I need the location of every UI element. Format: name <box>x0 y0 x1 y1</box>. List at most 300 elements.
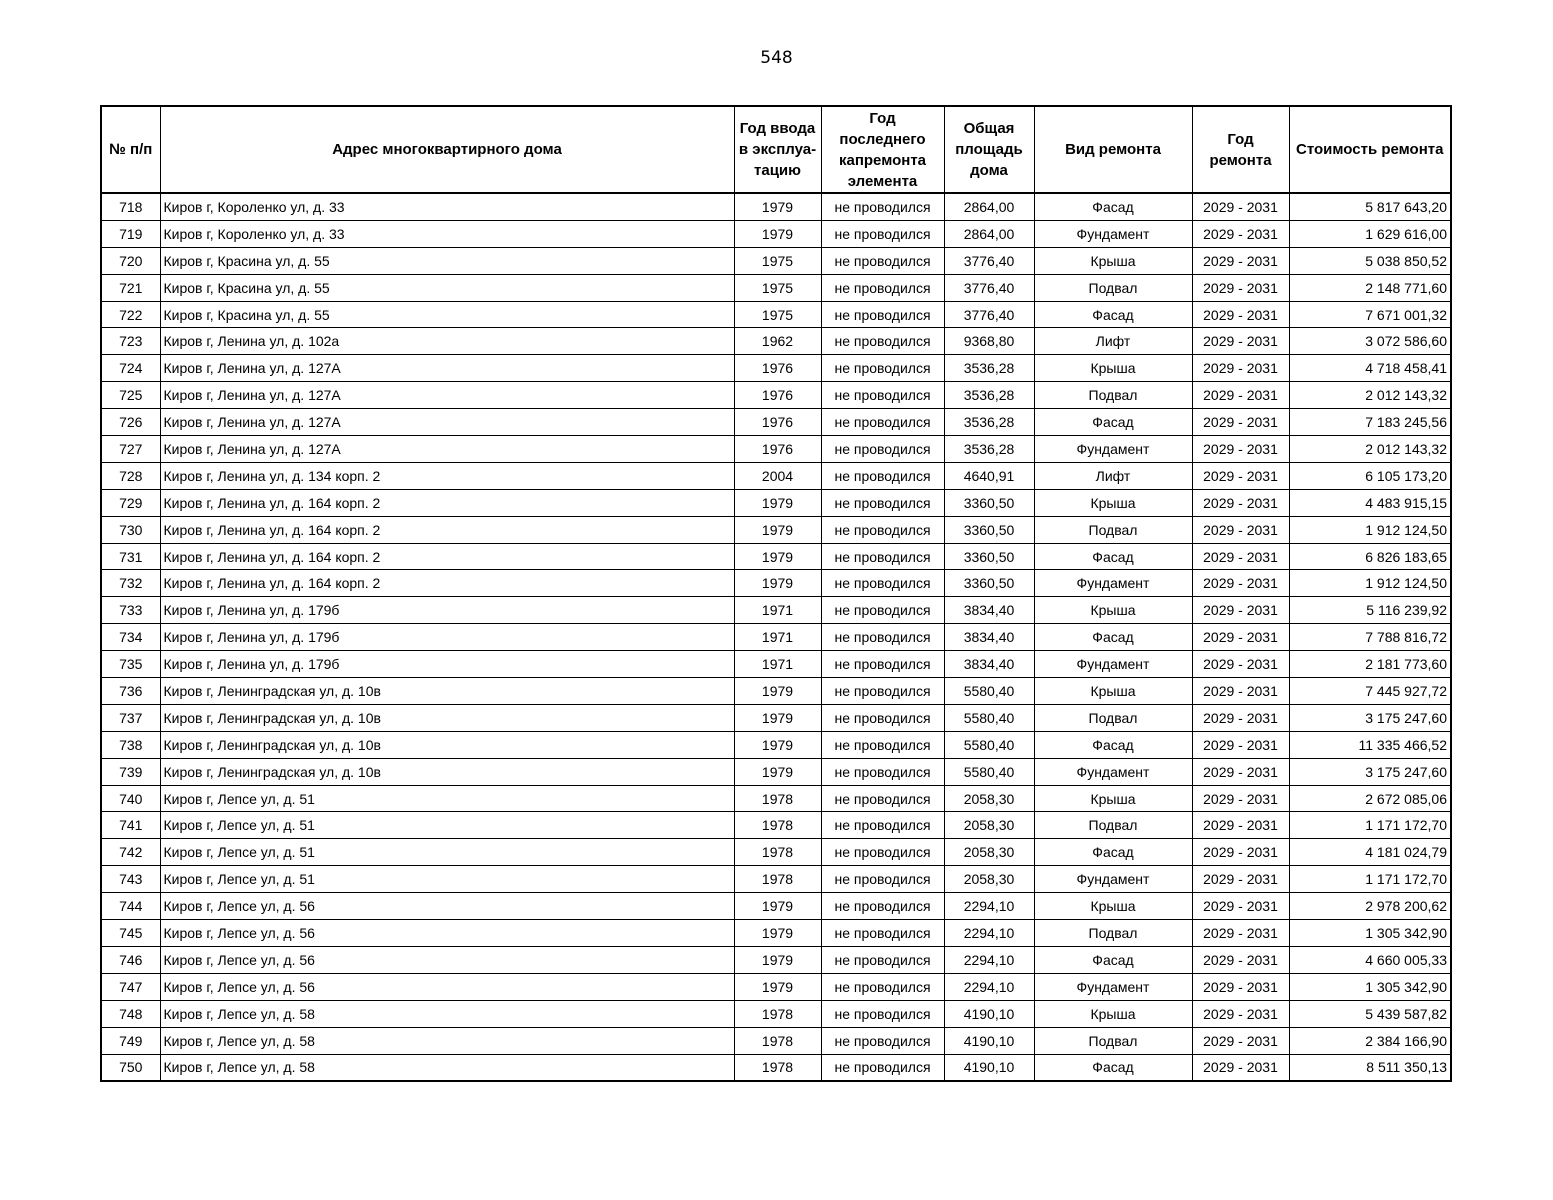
row-address: Киров г, Лепсе ул, д. 56 <box>160 946 734 973</box>
row-year-built: 1971 <box>734 651 821 678</box>
row-year-built: 1979 <box>734 704 821 731</box>
row-number: 745 <box>101 920 160 947</box>
row-area: 3360,50 <box>944 516 1034 543</box>
row-year-built: 1979 <box>734 678 821 705</box>
row-repair-type: Фундамент <box>1034 570 1192 597</box>
row-cost: 2 181 773,60 <box>1289 651 1451 678</box>
row-year-built: 1978 <box>734 839 821 866</box>
row-cost: 1 171 172,70 <box>1289 812 1451 839</box>
row-number: 734 <box>101 624 160 651</box>
row-repair-year: 2029 - 2031 <box>1192 1027 1289 1054</box>
table-row <box>101 409 1451 436</box>
table-row <box>101 436 1451 463</box>
row-last-repair: не проводился <box>821 866 944 893</box>
row-address: Киров г, Ленина ул, д. 164 корп. 2 <box>160 489 734 516</box>
row-number: 718 <box>101 193 160 220</box>
row-year-built: 1978 <box>734 866 821 893</box>
table-row <box>101 597 1451 624</box>
row-year-built: 1975 <box>734 274 821 301</box>
row-repair-type: Крыша <box>1034 247 1192 274</box>
row-repair-year: 2029 - 2031 <box>1192 193 1289 220</box>
row-repair-year: 2029 - 2031 <box>1192 785 1289 812</box>
table-body <box>101 193 1451 1081</box>
row-area: 4190,10 <box>944 1054 1034 1081</box>
row-address: Киров г, Лепсе ул, д. 56 <box>160 920 734 947</box>
table-row <box>101 758 1451 785</box>
row-repair-type: Крыша <box>1034 597 1192 624</box>
row-last-repair: не проводился <box>821 1054 944 1081</box>
table-row <box>101 812 1451 839</box>
row-repair-year: 2029 - 2031 <box>1192 436 1289 463</box>
table-row <box>101 893 1451 920</box>
row-area: 9368,80 <box>944 328 1034 355</box>
row-repair-type: Крыша <box>1034 785 1192 812</box>
table-row <box>101 1027 1451 1054</box>
row-number: 750 <box>101 1054 160 1081</box>
row-repair-type: Лифт <box>1034 328 1192 355</box>
row-area: 3834,40 <box>944 624 1034 651</box>
row-area: 4190,10 <box>944 1027 1034 1054</box>
row-number: 728 <box>101 462 160 489</box>
row-cost: 1 912 124,50 <box>1289 516 1451 543</box>
row-area: 5580,40 <box>944 731 1034 758</box>
row-number: 730 <box>101 516 160 543</box>
row-area: 2058,30 <box>944 866 1034 893</box>
row-repair-year: 2029 - 2031 <box>1192 274 1289 301</box>
row-last-repair: не проводился <box>821 328 944 355</box>
row-year-built: 1976 <box>734 355 821 382</box>
row-year-built: 1975 <box>734 301 821 328</box>
row-repair-type: Фундамент <box>1034 220 1192 247</box>
header-area: Общая площадь дома <box>944 106 1034 193</box>
row-last-repair: не проводился <box>821 516 944 543</box>
row-repair-year: 2029 - 2031 <box>1192 704 1289 731</box>
row-last-repair: не проводился <box>821 893 944 920</box>
row-last-repair: не проводился <box>821 812 944 839</box>
row-repair-year: 2029 - 2031 <box>1192 624 1289 651</box>
row-cost: 5 116 239,92 <box>1289 597 1451 624</box>
row-address: Киров г, Короленко ул, д. 33 <box>160 220 734 247</box>
row-repair-type: Подвал <box>1034 516 1192 543</box>
row-cost: 2 672 085,06 <box>1289 785 1451 812</box>
row-number: 726 <box>101 409 160 436</box>
row-repair-year: 2029 - 2031 <box>1192 382 1289 409</box>
table-row <box>101 920 1451 947</box>
row-last-repair: не проводился <box>821 382 944 409</box>
header-year-built: Год ввода в эксплуа-тацию <box>734 106 821 193</box>
row-number: 719 <box>101 220 160 247</box>
row-address: Киров г, Ленина ул, д. 179б <box>160 597 734 624</box>
row-year-built: 1979 <box>734 220 821 247</box>
row-last-repair: не проводился <box>821 651 944 678</box>
row-area: 2058,30 <box>944 785 1034 812</box>
row-area: 3360,50 <box>944 570 1034 597</box>
row-year-built: 1979 <box>734 489 821 516</box>
row-cost: 4 181 024,79 <box>1289 839 1451 866</box>
row-repair-year: 2029 - 2031 <box>1192 678 1289 705</box>
table-row <box>101 489 1451 516</box>
row-year-built: 1978 <box>734 785 821 812</box>
row-address: Киров г, Ленинградская ул, д. 10в <box>160 704 734 731</box>
row-last-repair: не проводился <box>821 973 944 1000</box>
row-cost: 7 788 816,72 <box>1289 624 1451 651</box>
row-repair-year: 2029 - 2031 <box>1192 409 1289 436</box>
row-repair-type: Фундамент <box>1034 866 1192 893</box>
row-area: 2058,30 <box>944 812 1034 839</box>
row-year-built: 1979 <box>734 758 821 785</box>
row-repair-year: 2029 - 2031 <box>1192 866 1289 893</box>
row-repair-year: 2029 - 2031 <box>1192 489 1289 516</box>
row-number: 724 <box>101 355 160 382</box>
row-last-repair: не проводился <box>821 355 944 382</box>
row-repair-year: 2029 - 2031 <box>1192 893 1289 920</box>
row-repair-year: 2029 - 2031 <box>1192 1054 1289 1081</box>
row-repair-type: Фасад <box>1034 731 1192 758</box>
row-number: 746 <box>101 946 160 973</box>
row-cost: 4 660 005,33 <box>1289 946 1451 973</box>
row-area: 2294,10 <box>944 973 1034 1000</box>
row-area: 3834,40 <box>944 597 1034 624</box>
row-repair-type: Фасад <box>1034 839 1192 866</box>
row-year-built: 1962 <box>734 328 821 355</box>
row-year-built: 1979 <box>734 946 821 973</box>
row-year-built: 1978 <box>734 812 821 839</box>
row-cost: 5 817 643,20 <box>1289 193 1451 220</box>
row-repair-type: Фасад <box>1034 301 1192 328</box>
row-cost: 6 105 173,20 <box>1289 462 1451 489</box>
row-number: 736 <box>101 678 160 705</box>
row-last-repair: не проводился <box>821 193 944 220</box>
row-year-built: 1979 <box>734 570 821 597</box>
table-row <box>101 704 1451 731</box>
row-area: 5580,40 <box>944 758 1034 785</box>
row-number: 741 <box>101 812 160 839</box>
table-row <box>101 274 1451 301</box>
table-row <box>101 328 1451 355</box>
table-row <box>101 1054 1451 1081</box>
row-last-repair: не проводился <box>821 274 944 301</box>
row-repair-year: 2029 - 2031 <box>1192 1000 1289 1027</box>
row-number: 720 <box>101 247 160 274</box>
row-repair-year: 2029 - 2031 <box>1192 570 1289 597</box>
row-last-repair: не проводился <box>821 409 944 436</box>
table-row <box>101 516 1451 543</box>
row-year-built: 1971 <box>734 597 821 624</box>
row-repair-year: 2029 - 2031 <box>1192 516 1289 543</box>
row-repair-year: 2029 - 2031 <box>1192 462 1289 489</box>
row-number: 725 <box>101 382 160 409</box>
row-year-built: 1979 <box>734 893 821 920</box>
table-row <box>101 570 1451 597</box>
row-number: 735 <box>101 651 160 678</box>
table-row <box>101 462 1451 489</box>
row-year-built: 1976 <box>734 436 821 463</box>
row-address: Киров г, Лепсе ул, д. 58 <box>160 1054 734 1081</box>
row-area: 5580,40 <box>944 704 1034 731</box>
row-last-repair: не проводился <box>821 624 944 651</box>
table-row <box>101 651 1451 678</box>
row-cost: 5 038 850,52 <box>1289 247 1451 274</box>
row-repair-year: 2029 - 2031 <box>1192 920 1289 947</box>
row-address: Киров г, Ленина ул, д. 164 корп. 2 <box>160 543 734 570</box>
table-row <box>101 839 1451 866</box>
row-area: 3536,28 <box>944 355 1034 382</box>
row-year-built: 1979 <box>734 731 821 758</box>
table-row <box>101 247 1451 274</box>
row-cost: 7 445 927,72 <box>1289 678 1451 705</box>
row-address: Киров г, Лепсе ул, д. 58 <box>160 1027 734 1054</box>
row-area: 2058,30 <box>944 839 1034 866</box>
row-repair-type: Крыша <box>1034 355 1192 382</box>
row-year-built: 1978 <box>734 1054 821 1081</box>
row-last-repair: не проводился <box>821 785 944 812</box>
header-num: № п/п <box>101 106 160 193</box>
row-cost: 11 335 466,52 <box>1289 731 1451 758</box>
row-cost: 4 718 458,41 <box>1289 355 1451 382</box>
row-area: 4640,91 <box>944 462 1034 489</box>
row-address: Киров г, Ленина ул, д. 127А <box>160 355 734 382</box>
row-number: 737 <box>101 704 160 731</box>
header-cost: Стоимость ремонта <box>1289 106 1451 193</box>
row-cost: 2 012 143,32 <box>1289 436 1451 463</box>
row-last-repair: не проводился <box>821 220 944 247</box>
row-year-built: 1976 <box>734 409 821 436</box>
row-address: Киров г, Лепсе ул, д. 51 <box>160 839 734 866</box>
row-repair-type: Фасад <box>1034 193 1192 220</box>
row-address: Киров г, Лепсе ул, д. 58 <box>160 1000 734 1027</box>
row-cost: 1 629 616,00 <box>1289 220 1451 247</box>
row-area: 3776,40 <box>944 247 1034 274</box>
table-row <box>101 1000 1451 1027</box>
row-cost: 7 671 001,32 <box>1289 301 1451 328</box>
row-year-built: 1979 <box>734 543 821 570</box>
table-row <box>101 678 1451 705</box>
row-address: Киров г, Красина ул, д. 55 <box>160 301 734 328</box>
row-number: 727 <box>101 436 160 463</box>
row-cost: 1 912 124,50 <box>1289 570 1451 597</box>
header-repair-type: Вид ремонта <box>1034 106 1192 193</box>
row-cost: 1 171 172,70 <box>1289 866 1451 893</box>
row-last-repair: не проводился <box>821 462 944 489</box>
row-number: 723 <box>101 328 160 355</box>
row-area: 2294,10 <box>944 893 1034 920</box>
row-year-built: 1978 <box>734 1000 821 1027</box>
row-address: Киров г, Ленина ул, д. 179б <box>160 651 734 678</box>
table-row <box>101 301 1451 328</box>
row-area: 3536,28 <box>944 436 1034 463</box>
row-repair-type: Подвал <box>1034 812 1192 839</box>
row-last-repair: не проводился <box>821 1027 944 1054</box>
table-row <box>101 193 1451 220</box>
row-repair-type: Фасад <box>1034 946 1192 973</box>
row-area: 3776,40 <box>944 301 1034 328</box>
row-number: 732 <box>101 570 160 597</box>
row-repair-year: 2029 - 2031 <box>1192 247 1289 274</box>
row-address: Киров г, Короленко ул, д. 33 <box>160 193 734 220</box>
row-repair-type: Фундамент <box>1034 651 1192 678</box>
row-repair-year: 2029 - 2031 <box>1192 220 1289 247</box>
row-year-built: 2004 <box>734 462 821 489</box>
row-repair-type: Крыша <box>1034 678 1192 705</box>
table-row <box>101 973 1451 1000</box>
row-repair-year: 2029 - 2031 <box>1192 946 1289 973</box>
row-repair-type: Фундамент <box>1034 758 1192 785</box>
row-cost: 1 305 342,90 <box>1289 973 1451 1000</box>
row-number: 738 <box>101 731 160 758</box>
row-cost: 6 826 183,65 <box>1289 543 1451 570</box>
row-area: 2294,10 <box>944 946 1034 973</box>
row-repair-type: Подвал <box>1034 704 1192 731</box>
table-row <box>101 382 1451 409</box>
row-number: 748 <box>101 1000 160 1027</box>
row-last-repair: не проводился <box>821 1000 944 1027</box>
row-number: 739 <box>101 758 160 785</box>
table-row <box>101 624 1451 651</box>
row-address: Киров г, Красина ул, д. 55 <box>160 247 734 274</box>
row-repair-year: 2029 - 2031 <box>1192 597 1289 624</box>
table-row <box>101 543 1451 570</box>
table-row <box>101 731 1451 758</box>
row-repair-type: Лифт <box>1034 462 1192 489</box>
row-repair-type: Фасад <box>1034 409 1192 436</box>
row-address: Киров г, Лепсе ул, д. 56 <box>160 893 734 920</box>
row-number: 731 <box>101 543 160 570</box>
header-last-repair: Год последнего капремонта элемента <box>821 106 944 193</box>
row-area: 2294,10 <box>944 920 1034 947</box>
row-last-repair: не проводился <box>821 678 944 705</box>
row-repair-type: Подвал <box>1034 382 1192 409</box>
row-year-built: 1975 <box>734 247 821 274</box>
row-address: Киров г, Лепсе ул, д. 51 <box>160 866 734 893</box>
row-last-repair: не проводился <box>821 839 944 866</box>
row-last-repair: не проводился <box>821 704 944 731</box>
row-address: Киров г, Лепсе ул, д. 56 <box>160 973 734 1000</box>
row-area: 3360,50 <box>944 543 1034 570</box>
row-repair-year: 2029 - 2031 <box>1192 731 1289 758</box>
row-repair-type: Фасад <box>1034 543 1192 570</box>
row-address: Киров г, Лепсе ул, д. 51 <box>160 812 734 839</box>
row-year-built: 1978 <box>734 1027 821 1054</box>
row-cost: 7 183 245,56 <box>1289 409 1451 436</box>
row-last-repair: не проводился <box>821 920 944 947</box>
row-cost: 3 072 586,60 <box>1289 328 1451 355</box>
header-repair-year: Год ремонта <box>1192 106 1289 193</box>
row-repair-type: Фасад <box>1034 624 1192 651</box>
row-repair-year: 2029 - 2031 <box>1192 839 1289 866</box>
row-number: 722 <box>101 301 160 328</box>
table-header-row <box>101 106 1451 193</box>
row-cost: 2 978 200,62 <box>1289 893 1451 920</box>
row-last-repair: не проводился <box>821 570 944 597</box>
repair-registry-table <box>100 105 1452 1082</box>
row-number: 733 <box>101 597 160 624</box>
table-row <box>101 866 1451 893</box>
row-last-repair: не проводился <box>821 758 944 785</box>
row-address: Киров г, Ленина ул, д. 179б <box>160 624 734 651</box>
row-repair-year: 2029 - 2031 <box>1192 543 1289 570</box>
row-number: 744 <box>101 893 160 920</box>
table-row <box>101 355 1451 382</box>
row-repair-type: Подвал <box>1034 274 1192 301</box>
row-last-repair: не проводился <box>821 247 944 274</box>
row-address: Киров г, Ленина ул, д. 127А <box>160 436 734 463</box>
row-cost: 3 175 247,60 <box>1289 758 1451 785</box>
row-cost: 8 511 350,13 <box>1289 1054 1451 1081</box>
row-address: Киров г, Ленинградская ул, д. 10в <box>160 678 734 705</box>
row-cost: 5 439 587,82 <box>1289 1000 1451 1027</box>
table-row <box>101 785 1451 812</box>
row-year-built: 1979 <box>734 193 821 220</box>
row-number: 742 <box>101 839 160 866</box>
row-address: Киров г, Ленинградская ул, д. 10в <box>160 758 734 785</box>
row-year-built: 1979 <box>734 973 821 1000</box>
row-year-built: 1971 <box>734 624 821 651</box>
row-address: Киров г, Ленинградская ул, д. 10в <box>160 731 734 758</box>
row-last-repair: не проводился <box>821 731 944 758</box>
row-repair-type: Фундамент <box>1034 436 1192 463</box>
row-repair-type: Подвал <box>1034 920 1192 947</box>
row-repair-type: Подвал <box>1034 1027 1192 1054</box>
row-area: 3536,28 <box>944 409 1034 436</box>
row-repair-year: 2029 - 2031 <box>1192 758 1289 785</box>
row-last-repair: не проводился <box>821 597 944 624</box>
page-number: 548 <box>760 48 793 68</box>
header-address: Адрес многоквартирного дома <box>160 106 734 193</box>
row-area: 4190,10 <box>944 1000 1034 1027</box>
row-last-repair: не проводился <box>821 946 944 973</box>
row-area: 3776,40 <box>944 274 1034 301</box>
row-number: 743 <box>101 866 160 893</box>
row-address: Киров г, Ленина ул, д. 164 корп. 2 <box>160 516 734 543</box>
row-address: Киров г, Ленина ул, д. 102а <box>160 328 734 355</box>
row-repair-year: 2029 - 2031 <box>1192 973 1289 1000</box>
row-repair-year: 2029 - 2031 <box>1192 812 1289 839</box>
row-address: Киров г, Ленина ул, д. 164 корп. 2 <box>160 570 734 597</box>
row-address: Киров г, Ленина ул, д. 127А <box>160 409 734 436</box>
row-area: 3834,40 <box>944 651 1034 678</box>
row-cost: 4 483 915,15 <box>1289 489 1451 516</box>
table-row <box>101 220 1451 247</box>
row-last-repair: не проводился <box>821 543 944 570</box>
row-repair-type: Крыша <box>1034 893 1192 920</box>
row-last-repair: не проводился <box>821 489 944 516</box>
row-number: 721 <box>101 274 160 301</box>
row-cost: 2 384 166,90 <box>1289 1027 1451 1054</box>
row-cost: 2 148 771,60 <box>1289 274 1451 301</box>
row-repair-year: 2029 - 2031 <box>1192 301 1289 328</box>
row-address: Киров г, Ленина ул, д. 134 корп. 2 <box>160 462 734 489</box>
row-last-repair: не проводился <box>821 301 944 328</box>
row-repair-type: Фасад <box>1034 1054 1192 1081</box>
row-repair-year: 2029 - 2031 <box>1192 651 1289 678</box>
row-area: 2864,00 <box>944 220 1034 247</box>
row-area: 3536,28 <box>944 382 1034 409</box>
row-number: 749 <box>101 1027 160 1054</box>
row-last-repair: не проводился <box>821 436 944 463</box>
row-repair-type: Фундамент <box>1034 973 1192 1000</box>
row-year-built: 1979 <box>734 516 821 543</box>
row-repair-year: 2029 - 2031 <box>1192 355 1289 382</box>
row-area: 2864,00 <box>944 193 1034 220</box>
row-cost: 2 012 143,32 <box>1289 382 1451 409</box>
row-repair-type: Крыша <box>1034 1000 1192 1027</box>
row-repair-type: Крыша <box>1034 489 1192 516</box>
row-area: 5580,40 <box>944 678 1034 705</box>
row-cost: 1 305 342,90 <box>1289 920 1451 947</box>
row-year-built: 1979 <box>734 920 821 947</box>
row-number: 729 <box>101 489 160 516</box>
row-year-built: 1976 <box>734 382 821 409</box>
